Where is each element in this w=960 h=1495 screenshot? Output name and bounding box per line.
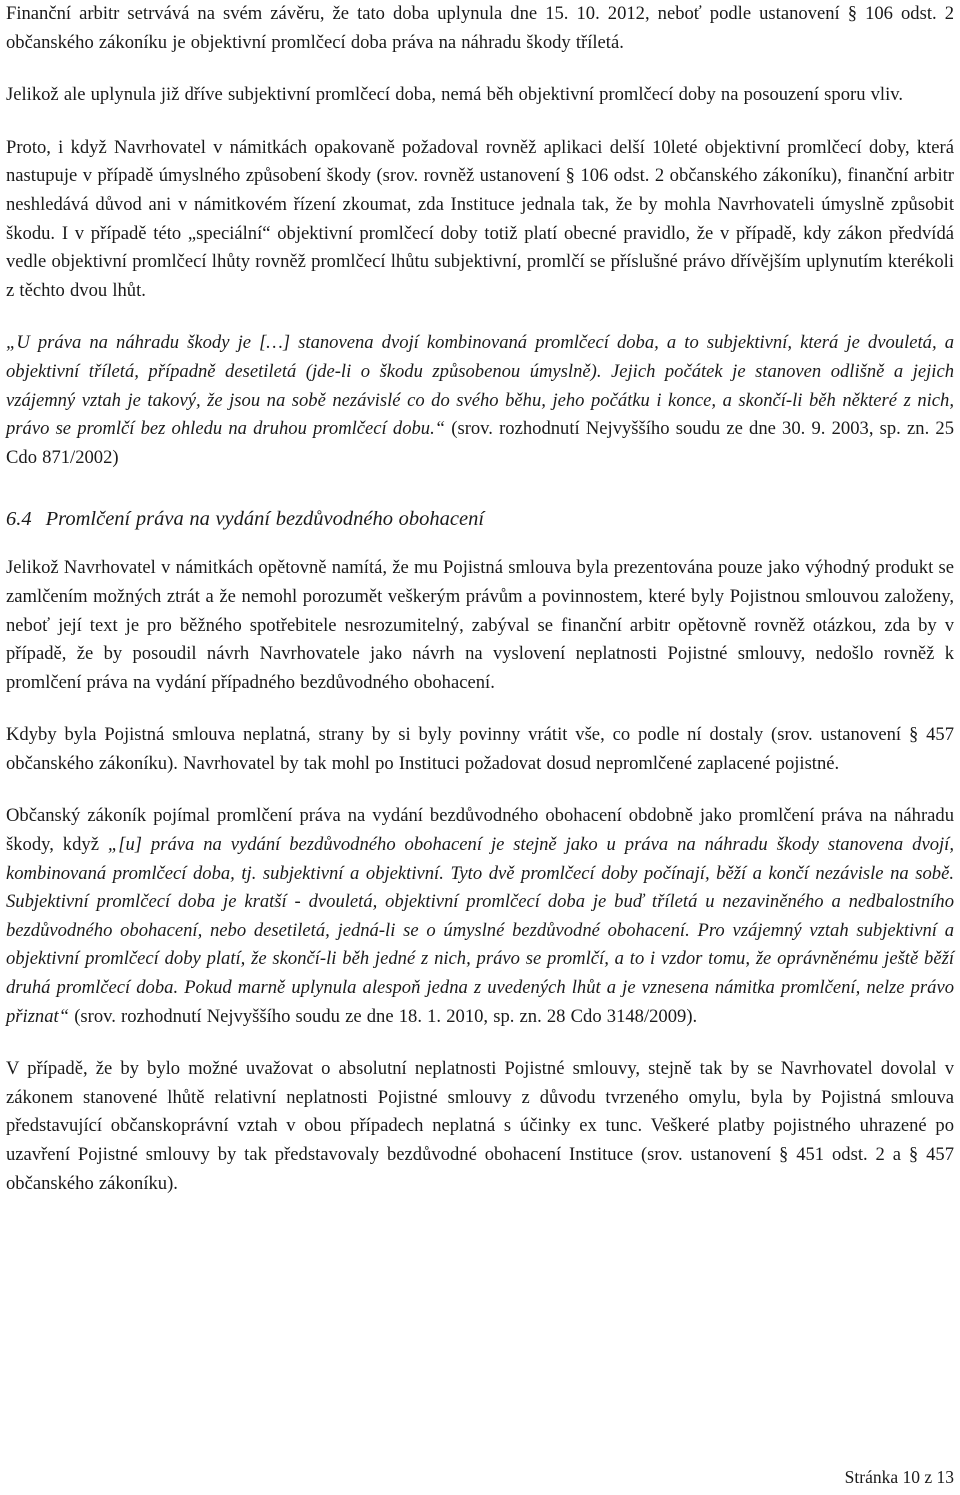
paragraph-absolute-invalidity: V případě, že by bylo možné uvažovat o absolutní neplatnosti Pojistné smlouvy, stejně tak by se Navrhovatel dovolal v zákonem stanovené lhůtě relativní neplatnosti Pojistné smlouvy z důvodu tvrzeného omylu, byla by Pojistná smlouva představující občanskoprávní vztah v obou případech neplatná s účinky ex tunc. Veškeré platby pojistného uhrazené po uzavření Pojistné smlouvy by tak představovaly bezdůvodné obohacení Instituce (srov. ustanovení § 451 odst. 2 a § 457 občanského zákoníku). bbox=[6, 1058, 954, 1194]
document-page bbox=[6, 0, 954, 1198]
quote-text: „U práva na náhradu škody je […] stanovena dvojí kombinovaná promlčecí doba, a to subjektivní, která je dvouletá, a objektivní tříletá, případně desetiletá (jde-li o škodu způsobenou úmyslně). Jejich počátek je stanoven odlišně a jejich vzájemný vztah je takový, že jsou na sobě nezávislé co do svého běhu, jeho počátku i konce, a skončí-li běh některé z nich, právo se promlčí bez ohledu na druhou promlčecí dobu.“ bbox=[6, 332, 954, 440]
intro-text: Občanský zákoník pojímal promlčení práva na vydání bezdůvodného obohacení obdobně jako promlčení práva na náhradu škody, když bbox=[6, 805, 954, 856]
citation-text: (srov. rozhodnutí Nejvyššího soudu ze dne 18. 1. 2010, sp. zn. 28 Cdo 3148/2009). bbox=[69, 1005, 698, 1027]
paragraph-unjust-enrichment: Jelikož Navrhovatel v námitkách opětovně namítá, že mu Pojistná smlouva byla prezentována pouze jako výhodný produkt se zamlčením možných ztrát a že nemohl porozumět veškerým právům a povinnostem, které byly Pojistnou smlouvou založeny, neboť její text je pro běžného spotřebitele nesrozumitelný, zabýval se finanční arbitr opětovně rovněž otázkou, zda by v případě, že by posoudil návrh Navrhovatele jako návrh na vyslovení neplatnosti Pojistné smlouvy, nedošlo rovněž k promlčení práva na vydání případného bezdůvodného obohacení. bbox=[6, 557, 954, 693]
paragraph-civil-code-prescription bbox=[6, 802, 954, 1031]
quote-text: „[u] práva na vydání bezdůvodného obohacení je stejně jako u práva na náhradu škody stanovena dvojí, kombinovaná promlčecí doba, tj. subjektivní a objektivní. Tyto dvě promlčecí doby počínají, běží a končí nezávisle na sobě. Subjektivní promlčecí doba je kratší - dvouletá, objektivní promlčecí doba je buď tříletá u nezaviněného a nedbalostního bezdůvodného obohacení, nebo desetiletá, jedná-li se o úmyslné bezdůvodné obohacení. Pro vzájemný vztah subjektivní a objektivní promlčecí doby platí, že skončí-li běh jedné z nich, právo se promlčí, a to i vzdor tomu, že oprávněnému ještě běží druhá promlčecí doba. Pokud marně uplynula alespoň jedna z uvedených lhůt a je vznesena námitka promlčení, nelze právo přiznat“ bbox=[6, 834, 954, 1027]
paragraph-arbitr-conclusion: Finanční arbitr setrvává na svém závěru, že tato doba uplynula dne 15. 10. 2012, neboť podle ustanovení § 106 odst. 2 občanského zákoníku je objektivní promlčecí doba práva na náhradu škody tříletá. bbox=[6, 3, 954, 53]
paragraph-invalid-contract: Kdyby byla Pojistná smlouva neplatná, strany by si byly povinny vrátit vše, co podle ní dostaly (srov. ustanovení § 457 občanského zákoníku). Navrhovatel by tak mohl po Instituci požadovat dosud nepromlčené zaplacené pojistné. bbox=[6, 724, 954, 774]
paragraph-supreme-court-quote-2002 bbox=[6, 329, 954, 472]
paragraph-subjective-period: Jelikož ale uplynula již dříve subjektivní promlčecí doba, nemá běh objektivní promlčecí doby na posouzení sporu vliv. bbox=[6, 84, 904, 106]
paragraph-objection-review: Proto, i když Navrhovatel v námitkách opakovaně požadoval rovněž aplikaci delší 10leté objektivní promlčecí doby, která nastupuje v případě úmyslného způsobení škody (srov. rovněž ustanovení § 106 odst. 2 občanského zákoníku), finanční arbitr neshledává důvod ani v námitkovém řízení zkoumat, zda Instituce jednala tak, že by mohla Navrhovateli úmyslně způsobit škodu. I v případě této „speciální“ objektivní promlčecí doby totiž platí obecné pravidlo, že v případě, kdy zákon předvídá vedle objektivní promlčecí lhůty rovněž promlčecí lhůtu subjektivní, promlčí se příslušné právo dřívějším uplynutím kterékoli z těchto dvou lhůt. bbox=[6, 136, 954, 301]
citation-text: (srov. rozhodnutí Nejvyššího soudu ze dne 30. 9. 2003, sp. zn. 25 Cdo 871/2002) bbox=[6, 418, 955, 468]
section-title: Promlčení práva na vydání bezdůvodného obohacení bbox=[45, 508, 485, 531]
section-heading bbox=[6, 504, 954, 534]
section-number: 6.4 bbox=[6, 508, 32, 531]
page-number: Stránka 10 z 13 bbox=[844, 1467, 954, 1487]
